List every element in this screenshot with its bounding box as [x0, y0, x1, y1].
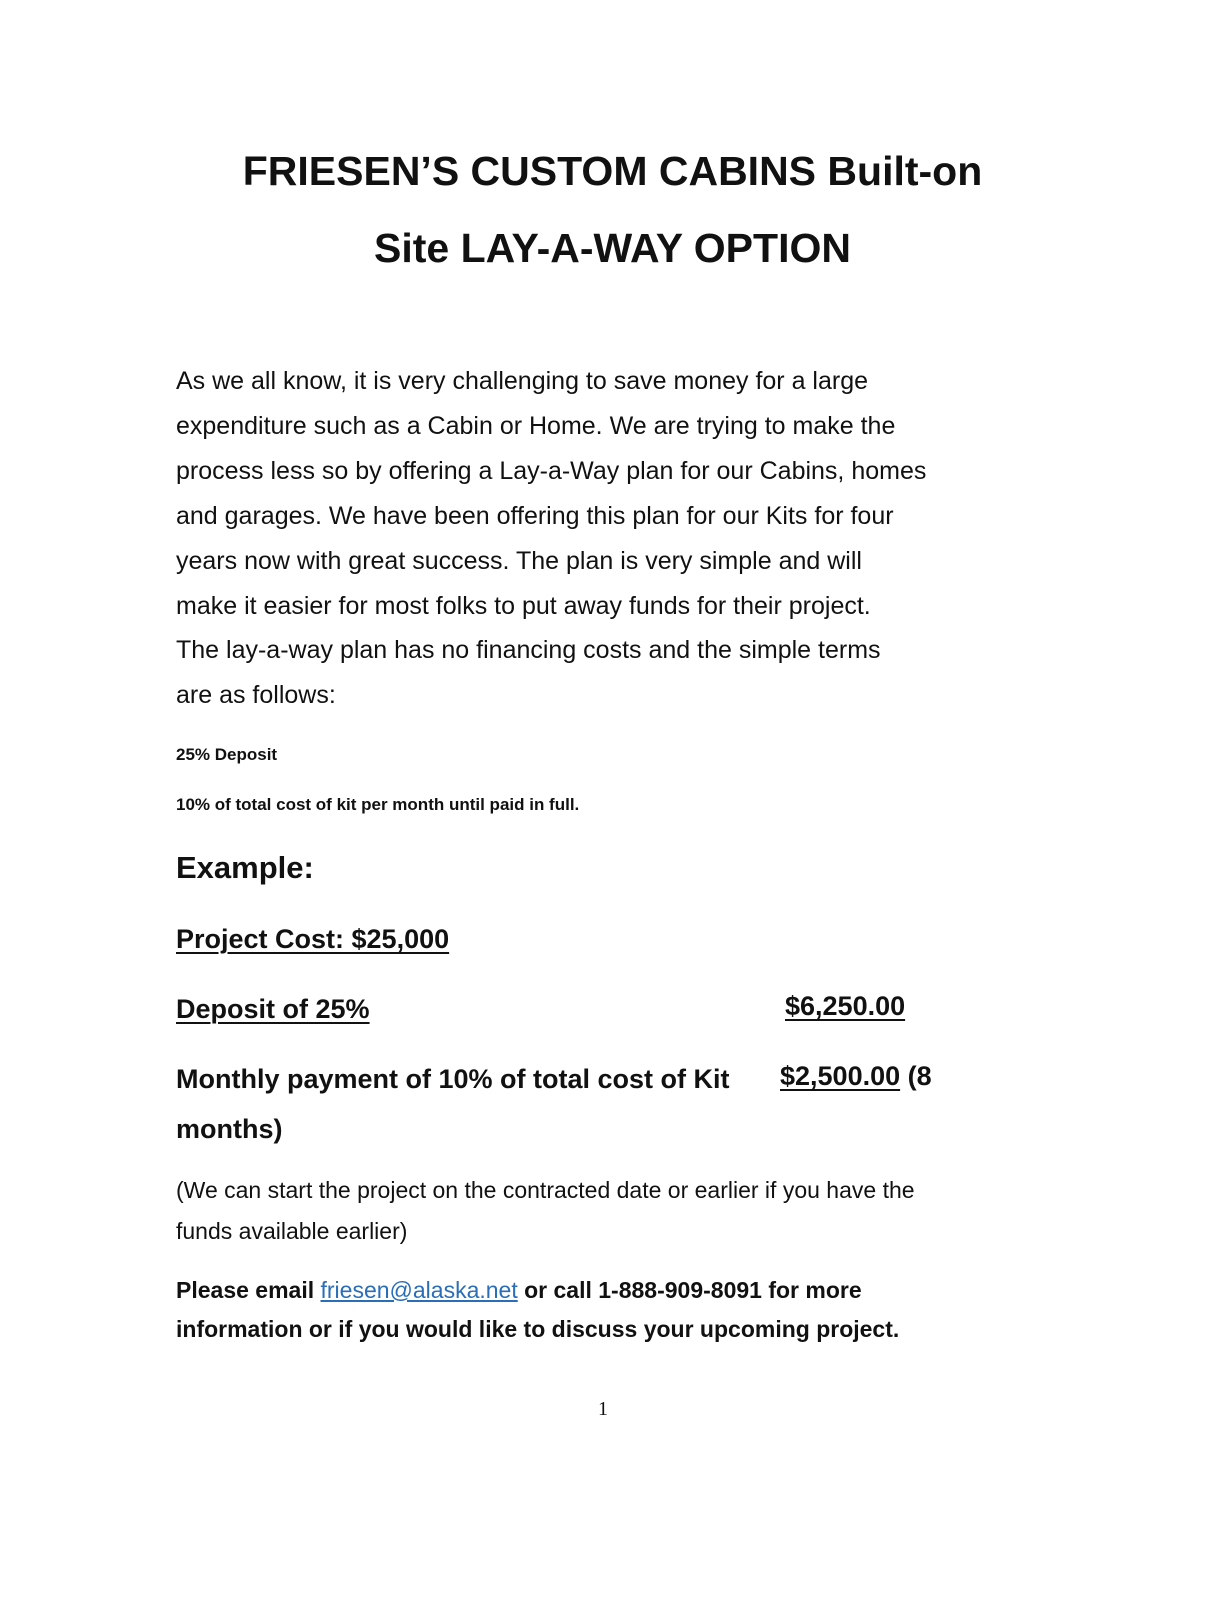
- monthly-label: Monthly payment of 10% of total cost of Kit: [176, 1064, 730, 1094]
- intro-line: and garages. We have been offering this plan for our Kits for four: [176, 502, 894, 530]
- example-heading: Example:: [176, 850, 314, 885]
- intro-line: make it easier for most folks to put away funds for their project.: [176, 592, 871, 620]
- title-line-1: FRIESEN’S CUSTOM CABINS Built-on: [242, 148, 983, 194]
- contact-line-1: [176, 1277, 862, 1304]
- contact-prefix: Please email: [176, 1277, 321, 1303]
- intro-line: As we all know, it is very challenging to save money for a large: [176, 367, 869, 395]
- project-cost: Project Cost: $25,000: [176, 924, 450, 954]
- email-link[interactable]: friesen@alaska.net: [320, 1277, 518, 1303]
- monthly-amount: [766, 1061, 932, 1092]
- title-line-2: Site LAY-A-WAY OPTION: [374, 225, 851, 271]
- deposit-label: Deposit of 25%: [176, 994, 370, 1024]
- note-line-1: (We can start the project on the contracted date or earlier if you have the: [176, 1177, 915, 1203]
- intro-line: process less so by offering a Lay-a-Way plan for our Cabins, homes: [176, 457, 927, 485]
- monthly-suffix: (8: [907, 1061, 932, 1091]
- deposit-value: $6,250.00: [785, 991, 906, 1021]
- monthly-suffix-2: months): [176, 1114, 283, 1144]
- contact-middle: or call 1-888-909-8091 for more: [517, 1277, 862, 1303]
- monthly-value: $2,500.00: [780, 1061, 901, 1091]
- intro-line: are as follows:: [176, 681, 336, 709]
- intro-line: The lay-a-way plan has no financing costs and the simple terms: [176, 636, 881, 664]
- term-deposit: 25% Deposit: [176, 745, 278, 764]
- intro-line: years now with great success. The plan is very simple and will: [176, 547, 862, 575]
- note-line-2: funds available earlier): [176, 1218, 408, 1244]
- term-monthly: 10% of total cost of kit per month until paid in full.: [176, 795, 580, 814]
- intro-line: expenditure such as a Cabin or Home. We are trying to make the: [176, 412, 896, 440]
- contact-line-2: information or if you would like to discuss your upcoming project.: [176, 1316, 900, 1342]
- page-number: 1: [598, 1398, 608, 1420]
